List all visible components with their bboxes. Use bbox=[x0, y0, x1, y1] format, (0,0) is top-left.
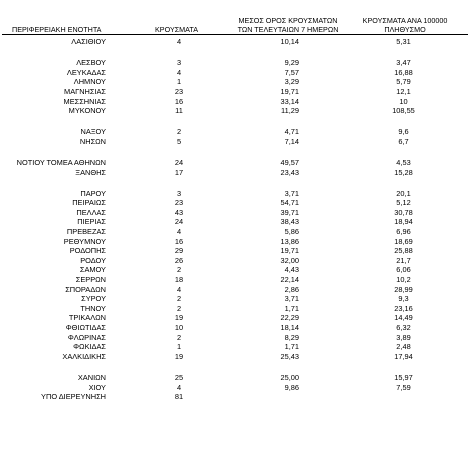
region-name: ΦΛΩΡΙΝΑΣ bbox=[67, 332, 106, 342]
region-cases-per-100k: 6,7 bbox=[398, 136, 409, 146]
region-name: ΦΩΚΙΔΑΣ bbox=[73, 342, 106, 352]
region-cases: 4 bbox=[176, 67, 182, 77]
region-seven-day-average: 25,43 bbox=[280, 351, 299, 361]
region-seven-day-average: 11,29 bbox=[281, 106, 299, 116]
region-cases: 16 bbox=[174, 96, 184, 106]
header-average-line-2: ΤΩΝ ΤΕΛΕΥΤΑΙΩΝ 7 ΗΜΕΡΩΝ bbox=[237, 24, 339, 34]
region-seven-day-average: 4,71 bbox=[284, 127, 299, 137]
header-per100k-line-1: ΚΡΟΥΣΜΑΤΑ ΑΝΑ 100000 bbox=[362, 16, 448, 25]
region-cases-per-100k: 3,47 bbox=[396, 58, 411, 68]
region-cases: 19 bbox=[174, 313, 184, 323]
region-seven-day-average: 3,29 bbox=[284, 77, 299, 87]
region-cases-per-100k: 7,59 bbox=[396, 382, 411, 392]
region-cases-per-100k: 21,7 bbox=[396, 255, 411, 265]
header-per100k-line-2: ΠΛΗΘΥΣΜΟ bbox=[384, 24, 426, 34]
region-name: ΛΑΣΙΘΙΟΥ bbox=[71, 37, 106, 46]
region-cases-per-100k: 4,53 bbox=[396, 157, 411, 167]
region-seven-day-average: 39,71 bbox=[280, 207, 299, 217]
region-seven-day-average: 25,00 bbox=[280, 372, 299, 382]
region-cases: 25 bbox=[174, 372, 184, 382]
region-name: ΥΠΟ ΔΙΕΡΕΥΝΗΣΗ bbox=[41, 392, 106, 402]
region-seven-day-average: 10,14 bbox=[280, 37, 299, 46]
region-seven-day-average: 22,29 bbox=[280, 313, 299, 323]
region-cases-per-100k: 17,94 bbox=[394, 351, 413, 361]
region-cases-per-100k: 14,49 bbox=[394, 313, 413, 323]
region-cases: 4 bbox=[176, 284, 182, 294]
region-seven-day-average: 8,29 bbox=[284, 332, 299, 342]
region-name: ΜΕΣΣΗΝΙΑΣ bbox=[63, 96, 106, 106]
header-cases: ΚΡΟΥΣΜΑΤΑ bbox=[155, 25, 199, 34]
region-name: ΝΑΞΟΥ bbox=[80, 127, 106, 137]
header-seven-day-average bbox=[232, 17, 344, 34]
region-seven-day-average: 2,86 bbox=[284, 284, 299, 294]
region-cases-per-100k: 2,48 bbox=[396, 342, 411, 352]
region-seven-day-average: 32,00 bbox=[280, 255, 299, 265]
region-cases-per-100k: 25,88 bbox=[394, 246, 413, 256]
region-seven-day-average: 7,57 bbox=[284, 67, 299, 77]
region-cases-per-100k: 108,55 bbox=[392, 106, 415, 116]
region-cases-per-100k: 16,88 bbox=[394, 67, 413, 77]
region-name: ΝΟΤΙΟΥ ΤΟΜΕΑ ΑΘΗΝΩΝ bbox=[16, 157, 106, 167]
region-cases: 4 bbox=[176, 382, 182, 392]
region-cases: 29 bbox=[174, 246, 184, 256]
region-cases: 3 bbox=[176, 58, 182, 68]
region-name: ΞΑΝΘΗΣ bbox=[75, 167, 106, 177]
region-name: ΧΑΝΙΩΝ bbox=[77, 372, 106, 382]
region-cases: 3 bbox=[176, 188, 182, 198]
region-cases: 4 bbox=[176, 227, 182, 236]
region-seven-day-average: 9,29 bbox=[284, 58, 299, 68]
region-seven-day-average: 1,71 bbox=[284, 342, 299, 352]
region-name: ΣΥΡΟΥ bbox=[81, 294, 106, 304]
region-name: ΠΕΙΡΑΙΩΣ bbox=[72, 198, 106, 208]
region-seven-day-average: 22,14 bbox=[280, 275, 299, 284]
header-divider bbox=[2, 34, 468, 35]
region-seven-day-average: 54,71 bbox=[280, 198, 299, 208]
region-cases-per-100k: 6,32 bbox=[396, 323, 411, 332]
region-seven-day-average: 19,71 bbox=[280, 246, 299, 256]
region-cases: 2 bbox=[176, 127, 182, 137]
region-seven-day-average: 3,71 bbox=[284, 188, 299, 198]
region-seven-day-average: 13,86 bbox=[280, 236, 299, 246]
header-cases-per-100k bbox=[350, 17, 460, 34]
region-cases: 23 bbox=[174, 86, 184, 96]
region-cases: 2 bbox=[176, 303, 182, 313]
region-cases-per-100k: 20,1 bbox=[396, 188, 411, 198]
region-cases-per-100k: 5,79 bbox=[396, 77, 411, 87]
region-name: ΛΕΥΚΑΔΑΣ bbox=[66, 67, 106, 77]
region-cases: 2 bbox=[176, 265, 182, 275]
region-cases-per-100k: 6,96 bbox=[396, 227, 411, 236]
region-name: ΦΘΙΩΤΙΔΑΣ bbox=[65, 323, 106, 332]
region-seven-day-average: 19,71 bbox=[280, 86, 299, 96]
region-cases-per-100k: 10 bbox=[399, 96, 408, 106]
region-seven-day-average: 18,14 bbox=[280, 323, 299, 332]
region-cases: 17 bbox=[174, 167, 184, 177]
region-name: ΜΑΓΝΗΣΙΑΣ bbox=[64, 86, 106, 96]
region-cases: 16 bbox=[174, 236, 184, 246]
region-cases-per-100k: 15,97 bbox=[394, 372, 413, 382]
region-cases-per-100k: 15,28 bbox=[394, 167, 413, 177]
region-cases-per-100k: 18,69 bbox=[394, 236, 413, 246]
region-cases: 11 bbox=[175, 106, 183, 116]
region-name: ΠΡΕΒΕΖΑΣ bbox=[66, 227, 106, 236]
region-cases: 24 bbox=[174, 217, 184, 227]
region-cases-per-100k: 28,99 bbox=[394, 284, 413, 294]
region-name: ΧΙΟΥ bbox=[88, 382, 106, 392]
region-seven-day-average: 1,71 bbox=[284, 303, 299, 313]
region-name: ΛΗΜΝΟΥ bbox=[73, 77, 106, 87]
region-cases: 4 bbox=[176, 37, 182, 46]
region-name: ΝΗΣΩΝ bbox=[79, 136, 106, 146]
region-cases: 1 bbox=[176, 77, 182, 87]
region-cases-per-100k: 10,2 bbox=[396, 275, 411, 284]
region-name: ΠΙΕΡΙΑΣ bbox=[77, 217, 106, 227]
region-name: ΡΟΔΟΠΗΣ bbox=[69, 246, 106, 256]
region-cases: 2 bbox=[176, 294, 182, 304]
region-cases-per-100k: 9,3 bbox=[398, 294, 409, 304]
region-cases: 19 bbox=[174, 351, 184, 361]
region-cases: 24 bbox=[174, 157, 184, 167]
region-cases: 5 bbox=[176, 136, 182, 146]
region-cases: 10 bbox=[174, 323, 184, 332]
region-name: ΡΕΘΥΜΝΟΥ bbox=[63, 236, 106, 246]
region-seven-day-average: 23,43 bbox=[280, 167, 299, 177]
region-name: ΣΑΜΟΥ bbox=[79, 265, 106, 275]
region-name: ΤΡΙΚΑΛΩΝ bbox=[68, 313, 106, 323]
region-seven-day-average: 33,14 bbox=[280, 96, 299, 106]
region-cases: 26 bbox=[174, 255, 184, 265]
region-name: ΣΕΡΡΩΝ bbox=[75, 275, 106, 284]
region-cases-per-100k: 5,31 bbox=[396, 37, 411, 46]
region-name: ΡΟΔΟΥ bbox=[80, 255, 106, 265]
region-seven-day-average: 3,71 bbox=[284, 294, 299, 304]
region-cases: 1 bbox=[176, 342, 182, 352]
region-seven-day-average: 38,43 bbox=[280, 217, 299, 227]
region-name: ΜΥΚΟΝΟΥ bbox=[68, 106, 106, 116]
region-cases-per-100k: 5,12 bbox=[396, 198, 411, 208]
region-seven-day-average: 7,14 bbox=[284, 136, 299, 146]
region-cases: 2 bbox=[176, 332, 182, 342]
region-seven-day-average: 4,43 bbox=[284, 265, 299, 275]
region-cases: 23 bbox=[174, 198, 184, 208]
region-cases: 43 bbox=[174, 207, 184, 217]
header-average-line-1: ΜΕΣΟΣ ΟΡΟΣ ΚΡΟΥΣΜΑΤΩΝ bbox=[238, 16, 338, 25]
region-seven-day-average: 5,86 bbox=[284, 227, 299, 236]
region-cases-per-100k: 12,1 bbox=[396, 86, 411, 96]
region-name: ΛΕΣΒΟΥ bbox=[76, 58, 106, 68]
region-cases: 81 bbox=[174, 392, 184, 402]
header-regional-unit: ΠΕΡΙΦΕΡΕΙΑΚΗ ΕΝΟΤΗΤΑ bbox=[12, 25, 102, 34]
region-cases: 18 bbox=[174, 275, 184, 284]
region-name: ΧΑΛΚΙΔΙΚΗΣ bbox=[62, 351, 106, 361]
region-cases-per-100k: 23,16 bbox=[394, 303, 413, 313]
region-seven-day-average: 49,57 bbox=[280, 157, 299, 167]
region-cases-per-100k: 9,6 bbox=[398, 127, 409, 137]
region-cases-per-100k: 6,06 bbox=[396, 265, 411, 275]
region-seven-day-average: 9,86 bbox=[284, 382, 299, 392]
region-cases-per-100k: 30,78 bbox=[394, 207, 413, 217]
region-name: ΤΗΝΟΥ bbox=[80, 303, 106, 313]
region-cases-per-100k: 3,89 bbox=[396, 332, 411, 342]
region-name: ΣΠΟΡΑΔΩΝ bbox=[65, 284, 106, 294]
region-name: ΠΑΡΟΥ bbox=[80, 188, 106, 198]
region-cases-per-100k: 18,94 bbox=[394, 217, 413, 227]
region-name: ΠΕΛΛΑΣ bbox=[76, 207, 106, 217]
